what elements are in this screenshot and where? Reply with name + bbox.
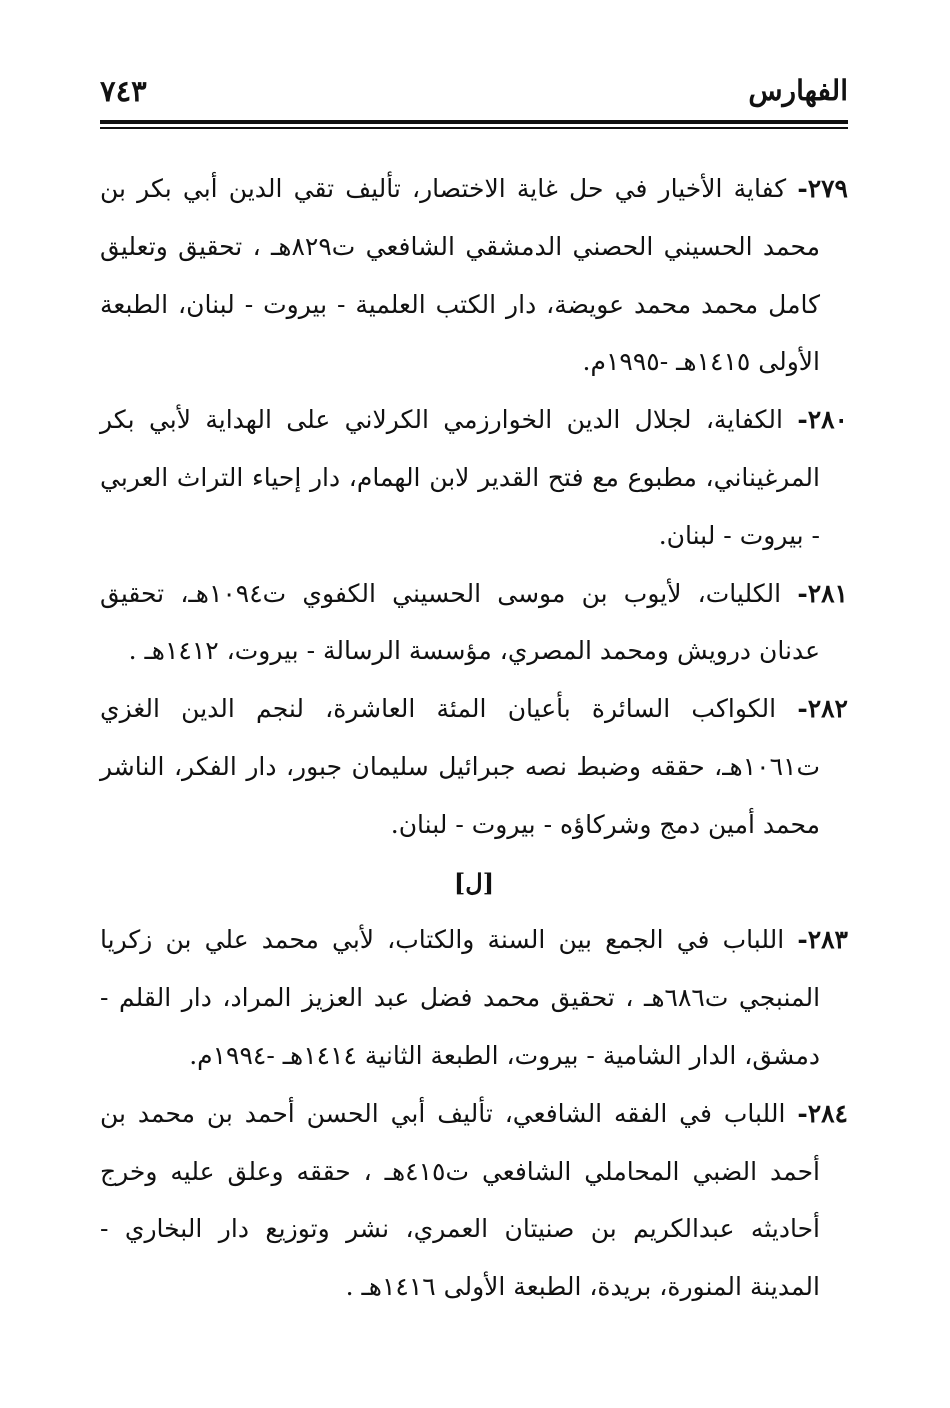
bibliography-entry-281 xyxy=(100,565,848,681)
page-number: ٧٤٣ xyxy=(100,74,147,108)
entry-number: ٢٧٩- xyxy=(797,174,848,203)
bibliography-entry-279 xyxy=(100,160,848,391)
bibliography-entry-282 xyxy=(100,680,848,853)
entry-text: اللباب في الجمع بين السنة والكتاب، لأبي محمد علي بن زكريا المنبجي ت٦٨٦هـ ، تحقيق محمد فضل عبد العزيز المراد، دار القلم - دمشق، الدار الشامية - بيروت، الطبعة الثانية ١٤١٤هـ -١٩٩٤م. xyxy=(100,925,821,1070)
entry-number: ٢٨٤- xyxy=(797,1098,848,1128)
entry-number: ٢٨٢- xyxy=(797,694,848,724)
entry-text: الكفاية، لجلال الدين الخوارزمي الكرلاني على الهداية لأبي بكر المرغيناني، مطبوع مع فتح القدير لابن الهمام، دار إحياء التراث العربي - بيروت - لبنان. xyxy=(100,405,820,550)
entry-text: كفاية الأخيار في حل غاية الاختصار، تأليف تقي الدين أبي بكر بن محمد الحسيني الحصني الدمشقي الشافعي ت٨٢٩هـ ، تحقيق وتعليق كامل محمد محمد عويضة، دار الكتب العلمية - بيروت - لبنان، الطبعة الأولى ١٤١٥هـ -١٩٩٥م. xyxy=(100,174,820,377)
bibliography-entry-284 xyxy=(100,1085,848,1316)
header-rule-thick xyxy=(100,120,848,124)
bibliography-content xyxy=(100,160,848,1316)
entry-number: ٢٨١- xyxy=(797,578,848,608)
entry-number: ٢٨٣- xyxy=(797,925,848,955)
page-header xyxy=(100,66,848,116)
bibliography-entry-283 xyxy=(100,911,848,1084)
entry-text: اللباب في الفقه الشافعي، تأليف أبي الحسن أحمد بن محمد بن أحمد الضبي المحاملي الشافعي ت٤١٥هـ ، حققه وعلق عليه وخرج أحاديثه عبدالكريم بن صنيتان العمري، نشر وتوزيع دار البخاري - المدينة المنورة، بريدة، الطبعة الأولى ١٤١٦هـ . xyxy=(100,1098,820,1302)
entry-text: الكواكب السائرة بأعيان المئة العاشرة، لنجم الدين الغزي ت١٠٦١هـ، حققه وضبط نصه جبرائيل سليمان جبور، دار الفكر، الناشر محمد أمين دمج وشركاؤه - بيروت - لبنان. xyxy=(100,694,820,839)
header-title: الفهارس xyxy=(748,74,848,107)
section-heading: [ل] xyxy=(453,867,495,897)
bibliography-entry-280 xyxy=(100,391,848,564)
header-rule-thin xyxy=(100,127,848,129)
entry-number: ٢٨٠- xyxy=(797,405,848,435)
entry-text: الكليات، لأيوب بن موسى الحسيني الكفوي ت١٠٩٤هـ، تحقيق عدنان درويش ومحمد المصري، مؤسسة الرسالة - بيروت، ١٤١٢هـ . xyxy=(100,578,820,666)
